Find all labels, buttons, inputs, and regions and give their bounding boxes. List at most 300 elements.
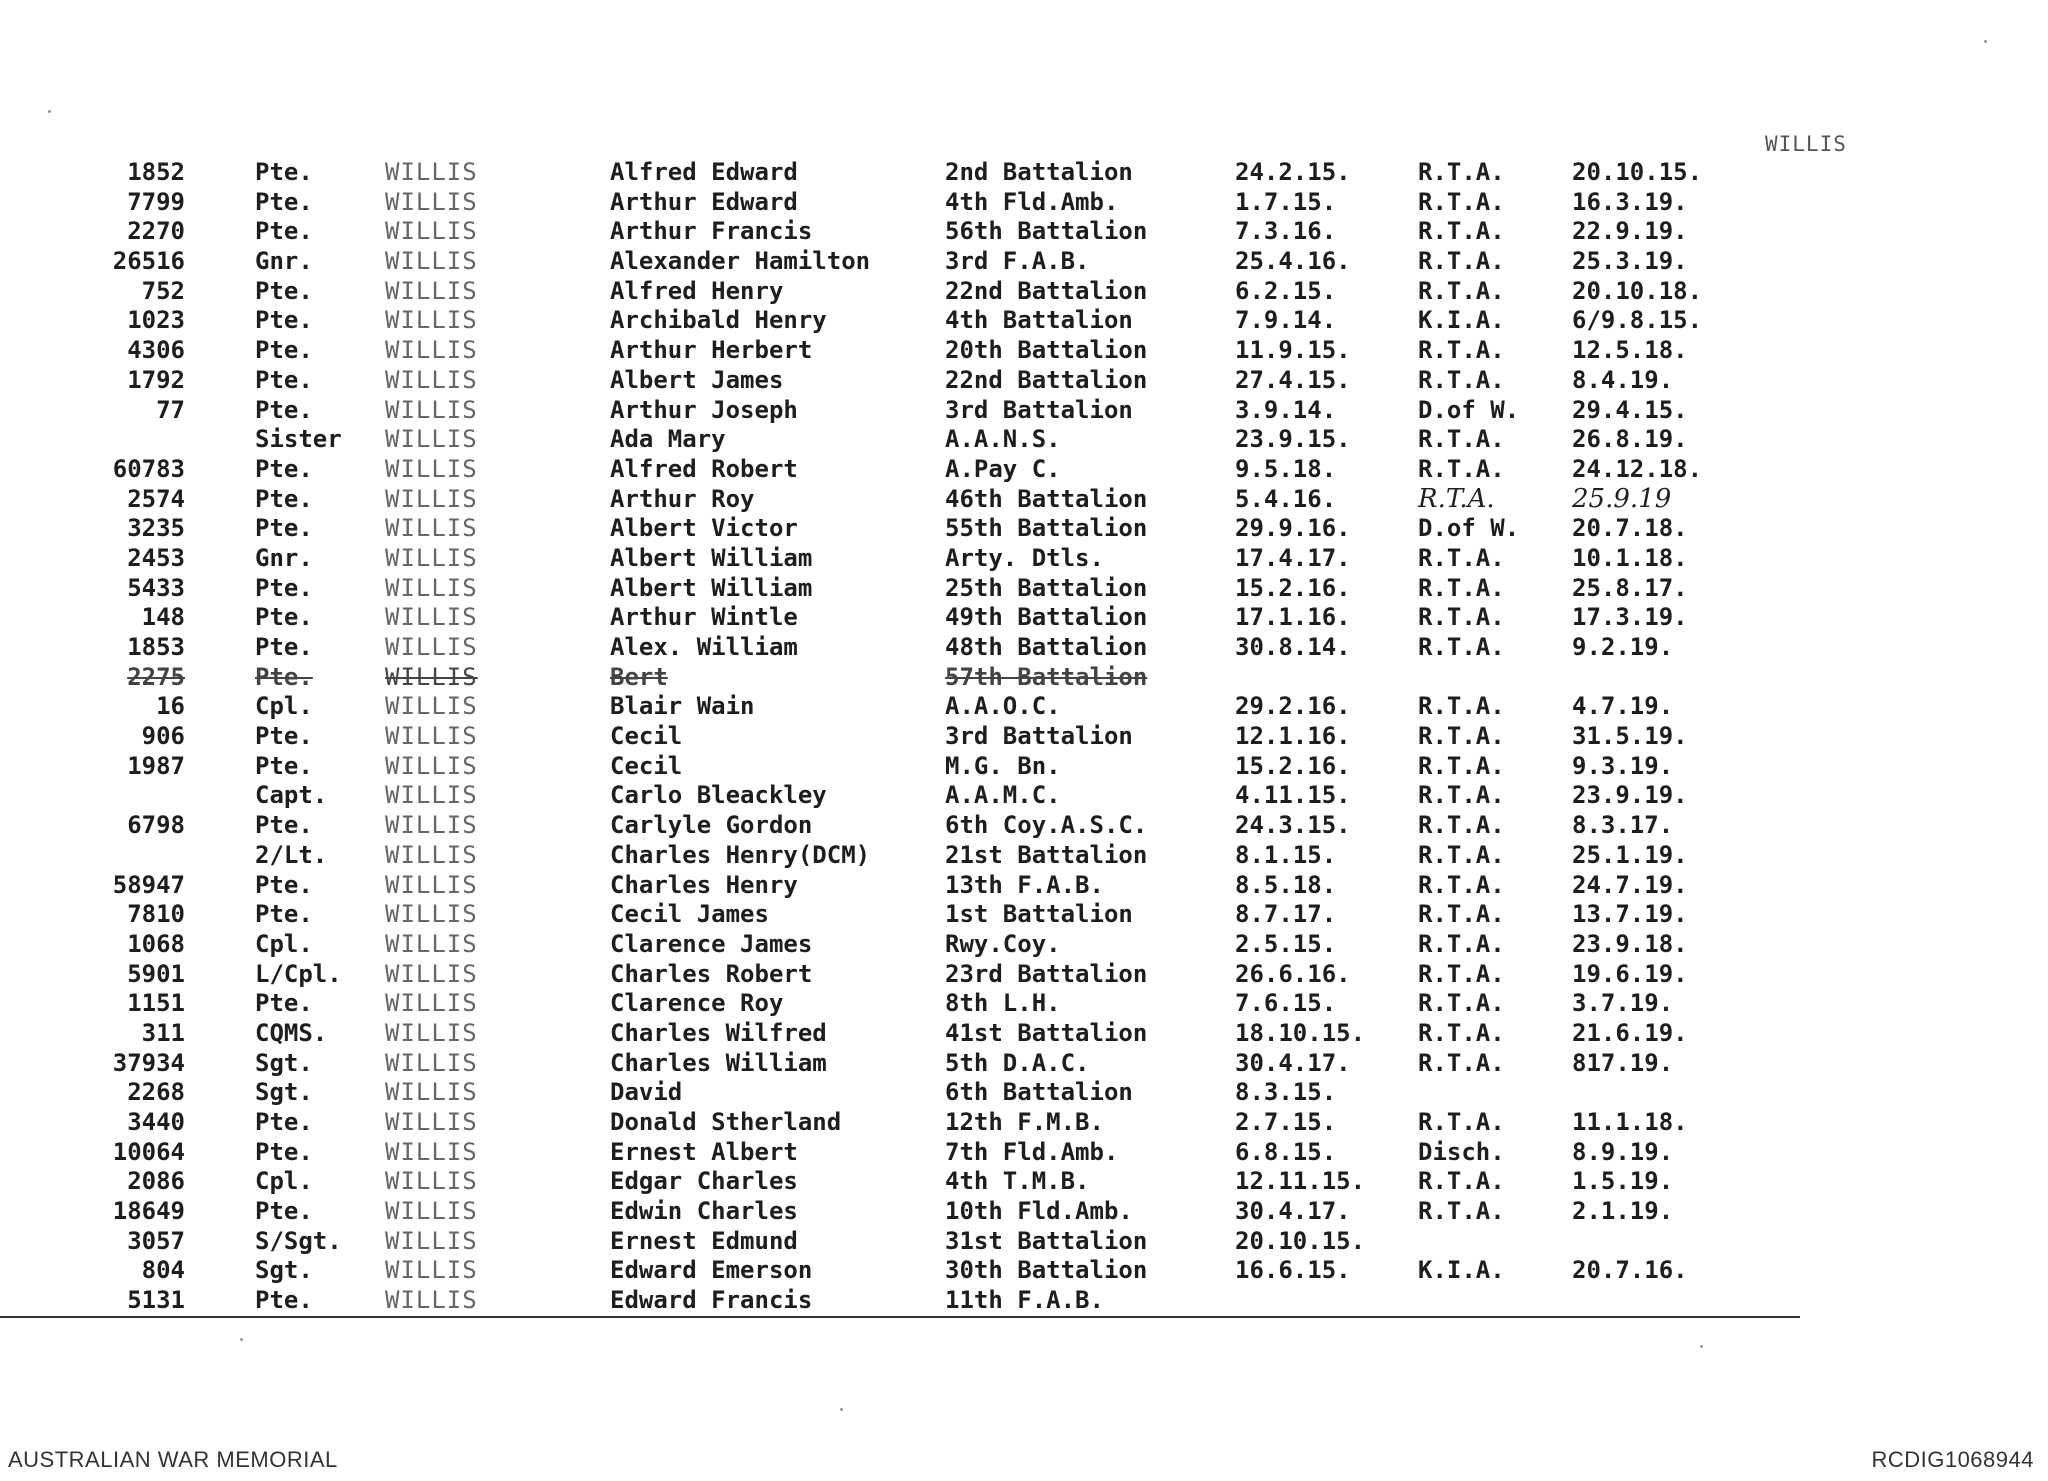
entry-rank: Pte. (255, 633, 313, 661)
roll-entry (0, 158, 1800, 188)
entry-date: 20.10.18. (1572, 276, 1703, 305)
entry-rank: Pte. (255, 811, 313, 840)
entry-num: 18649 (112, 1197, 185, 1226)
entry-given: Arthur Roy (610, 484, 755, 513)
entry-num: 58947 (112, 870, 185, 899)
entry-fate: R.T.A. (1418, 1167, 1505, 1196)
entry-enlisted: 15.2.16. (1235, 751, 1351, 780)
entry-surname: WILLIS (385, 840, 478, 869)
nominal-roll-list (0, 158, 1800, 1318)
entry-num: 6798 (127, 811, 185, 840)
entry-surname: WILLIS (385, 514, 478, 543)
roll-entry (0, 871, 1800, 901)
entry-date: 25.9.19 (1572, 483, 1672, 514)
roll-entry (0, 514, 1800, 544)
entry-date: 21.6.19. (1572, 1018, 1688, 1047)
entry-unit: Arty. Dtls. (945, 543, 1104, 572)
entry-enlisted: 15.2.16. (1235, 573, 1351, 602)
entry-enlisted: 30.4.17. (1235, 1197, 1351, 1226)
entry-num: 2574 (127, 484, 185, 513)
entry-date: 13.7.19. (1572, 900, 1688, 929)
roll-entry (0, 277, 1800, 307)
entry-given: Cecil (610, 751, 683, 780)
entry-enlisted: 11.9.15. (1235, 336, 1351, 365)
entry-rank: 2/Lt. (255, 840, 328, 869)
entry-num: 1987 (127, 751, 185, 780)
entry-rank: Pte. (255, 1137, 313, 1166)
entry-date: 25.1.19. (1572, 840, 1688, 869)
roll-entry (0, 188, 1800, 218)
entry-num: 4306 (127, 336, 185, 365)
entry-unit: 57th Battalion (945, 662, 1148, 691)
entry-fate: R.T.A. (1418, 603, 1505, 632)
entry-given: Albert James (610, 365, 784, 394)
entry-given: Charles Wilfred (610, 1018, 827, 1047)
roll-entry (0, 811, 1800, 841)
entry-fate: R.T.A. (1418, 870, 1505, 899)
footer-record-id: RCDIG1068944 (1871, 1447, 2034, 1472)
entry-unit: 4th Battalion (945, 306, 1133, 335)
roll-entry (0, 455, 1800, 485)
entry-date: 1.5.19. (1572, 1167, 1674, 1196)
entry-given: Alexander Hamilton (610, 247, 871, 276)
entry-given: Edward Emerson (610, 1256, 813, 1285)
entry-num: 1853 (127, 633, 185, 661)
roll-entry (0, 425, 1800, 455)
entry-date: 20.7.18. (1572, 514, 1688, 543)
roll-entry (0, 1256, 1800, 1286)
entry-date: 16.3.19. (1572, 187, 1688, 216)
entry-fate: R.T.A. (1418, 781, 1505, 810)
entry-num: 1068 (127, 929, 185, 958)
entry-given: Arthur Herbert (610, 336, 813, 365)
entry-fate: R.T.A. (1418, 989, 1505, 1018)
roll-entry (0, 396, 1800, 426)
entry-num: 2275 (127, 662, 185, 691)
entry-rank: Pte. (255, 484, 313, 513)
entry-surname: WILLIS (385, 1137, 478, 1166)
entry-rank: Pte. (255, 870, 313, 899)
entry-date: 20.7.16. (1572, 1256, 1688, 1285)
entry-num: 7799 (127, 187, 185, 216)
entry-enlisted: 24.3.15. (1235, 811, 1351, 840)
entry-unit: 13th F.A.B. (945, 870, 1104, 899)
entry-unit: 5th D.A.C. (945, 1048, 1090, 1077)
entry-given: David (610, 1078, 683, 1107)
entry-fate: R.T.A. (1418, 365, 1505, 394)
entry-num: 2268 (127, 1078, 185, 1107)
entry-num: 26516 (112, 247, 185, 276)
entry-date: 9.3.19. (1572, 751, 1674, 780)
entry-rank: Pte. (255, 751, 313, 780)
entry-given: Blair Wain (610, 692, 755, 721)
entry-enlisted: 2.5.15. (1235, 929, 1337, 958)
entry-fate: Disch. (1418, 1137, 1505, 1166)
entry-surname: WILLIS (385, 336, 478, 365)
entry-surname: WILLIS (385, 217, 478, 246)
entry-fate: R.T.A. (1418, 217, 1505, 246)
entry-rank: Pte. (255, 662, 313, 691)
roll-entry (0, 1049, 1800, 1079)
entry-unit: 7th Fld.Amb. (945, 1137, 1119, 1166)
roll-entry (0, 781, 1800, 811)
roll-entry (0, 1078, 1800, 1108)
entry-date: 24.12.18. (1572, 454, 1703, 483)
entry-rank: Pte. (255, 395, 313, 424)
entry-given: Albert William (610, 573, 813, 602)
entry-surname: WILLIS (385, 543, 478, 572)
entry-enlisted: 17.4.17. (1235, 543, 1351, 572)
entry-rank: Pte. (255, 336, 313, 365)
entry-fate: R.T.A. (1418, 633, 1505, 661)
entry-date: 11.1.18. (1572, 1108, 1688, 1136)
entry-given: Charles Robert (610, 959, 813, 988)
entry-unit: 22nd Battalion (945, 365, 1148, 394)
entry-surname: WILLIS (385, 1167, 478, 1196)
roll-entry (0, 930, 1800, 960)
entry-surname: WILLIS (385, 662, 478, 691)
entry-num: 804 (141, 1256, 185, 1285)
entry-given: Arthur Francis (610, 217, 813, 246)
entry-date: 23.9.18. (1572, 929, 1688, 958)
entry-given: Ernest Albert (610, 1137, 798, 1166)
entry-rank: Pte. (255, 276, 313, 305)
entry-fate: R.T.A. (1418, 187, 1505, 216)
entry-surname: WILLIS (385, 989, 478, 1018)
entry-num: 2270 (127, 217, 185, 246)
entry-unit: 10th Fld.Amb. (945, 1197, 1133, 1226)
entry-unit: A.A.O.C. (945, 692, 1061, 721)
entry-enlisted: 27.4.15. (1235, 365, 1351, 394)
entry-given: Charles Henry(DCM) (610, 840, 871, 869)
roll-entry (0, 485, 1800, 515)
entry-surname: WILLIS (385, 959, 478, 988)
entry-num: 1852 (127, 158, 185, 186)
entry-date: 6/9.8.15. (1572, 306, 1703, 335)
entry-num: 1792 (127, 365, 185, 394)
entry-unit: 3rd Battalion (945, 395, 1133, 424)
entry-date: 20.10.15. (1572, 158, 1703, 186)
roll-entry (0, 247, 1800, 277)
roll-entry (0, 633, 1800, 663)
entry-given: Archibald Henry (610, 306, 827, 335)
entry-unit: 3rd Battalion (945, 722, 1133, 751)
entry-unit: 25th Battalion (945, 573, 1148, 602)
entry-num: 77 (156, 395, 185, 424)
roll-entry (0, 1286, 1800, 1318)
entry-given: Alex. William (610, 633, 798, 661)
roll-entry (0, 1167, 1800, 1197)
entry-unit: 31st Battalion (945, 1226, 1148, 1255)
entry-num: 1023 (127, 306, 185, 335)
entry-num: 148 (141, 603, 185, 632)
entry-date: 26.8.19. (1572, 425, 1688, 454)
entry-surname: WILLIS (385, 722, 478, 751)
entry-date: 8.3.17. (1572, 811, 1674, 840)
entry-enlisted: 5.4.16. (1235, 484, 1337, 513)
entry-num: 3440 (127, 1108, 185, 1136)
entry-unit: 22nd Battalion (945, 276, 1148, 305)
entry-enlisted: 17.1.16. (1235, 603, 1351, 632)
roll-entry (0, 1108, 1800, 1138)
entry-date: 12.5.18. (1572, 336, 1688, 365)
roll-entry (0, 722, 1800, 752)
entry-given: Charles Henry (610, 870, 798, 899)
entry-num: 16 (156, 692, 185, 721)
entry-fate: R.T.A. (1418, 454, 1505, 483)
entry-fate: R.T.A. (1418, 1048, 1505, 1077)
entry-unit: 8th L.H. (945, 989, 1061, 1018)
roll-entry (0, 306, 1800, 336)
roll-entry (0, 900, 1800, 930)
entry-rank: Pte. (255, 454, 313, 483)
entry-date: 17.3.19. (1572, 603, 1688, 632)
entry-date: 24.7.19. (1572, 870, 1688, 899)
entry-surname: WILLIS (385, 811, 478, 840)
entry-surname: WILLIS (385, 187, 478, 216)
entry-enlisted: 8.5.18. (1235, 870, 1337, 899)
paper-speck (840, 1408, 843, 1411)
entry-unit: 41st Battalion (945, 1018, 1148, 1047)
entry-enlisted: 3.9.14. (1235, 395, 1337, 424)
page-surname-heading: WILLIS (1765, 132, 1847, 156)
entry-num: 7810 (127, 900, 185, 929)
entry-enlisted: 30.8.14. (1235, 633, 1351, 661)
entry-fate: R.T.A. (1418, 336, 1505, 365)
entry-enlisted: 8.1.15. (1235, 840, 1337, 869)
entry-enlisted: 12.1.16. (1235, 722, 1351, 751)
entry-surname: WILLIS (385, 751, 478, 780)
entry-unit: 12th F.M.B. (945, 1108, 1104, 1136)
entry-num: 311 (141, 1018, 185, 1047)
entry-fate: R.T.A. (1418, 722, 1505, 751)
entry-num: 1151 (127, 989, 185, 1018)
entry-rank: Sgt. (255, 1256, 313, 1285)
entry-date: 2.1.19. (1572, 1197, 1674, 1226)
entry-unit: 46th Battalion (945, 484, 1148, 513)
entry-surname: WILLIS (385, 573, 478, 602)
entry-fate: R.T.A. (1418, 692, 1505, 721)
entry-unit: 49th Battalion (945, 603, 1148, 632)
entry-num: 10064 (112, 1137, 185, 1166)
entry-fate: R.T.A. (1418, 840, 1505, 869)
entry-num: 3057 (127, 1226, 185, 1255)
entry-surname: WILLIS (385, 900, 478, 929)
entry-date: 4.7.19. (1572, 692, 1674, 721)
entry-fate: R.T.A. (1418, 900, 1505, 929)
entry-rank: Gnr. (255, 247, 313, 276)
entry-given: Charles William (610, 1048, 827, 1077)
entry-enlisted: 29.2.16. (1235, 692, 1351, 721)
entry-rank: Pte. (255, 1197, 313, 1226)
roll-entry (0, 960, 1800, 990)
entry-surname: WILLIS (385, 425, 478, 454)
entry-surname: WILLIS (385, 633, 478, 661)
entry-unit: 3rd F.A.B. (945, 247, 1090, 276)
entry-rank: Pte. (255, 187, 313, 216)
entry-rank: Gnr. (255, 543, 313, 572)
entry-given: Edwin Charles (610, 1197, 798, 1226)
entry-rank: Pte. (255, 158, 313, 186)
entry-unit: 2nd Battalion (945, 158, 1133, 186)
entry-fate: R.T.A. (1418, 247, 1505, 276)
entry-rank: L/Cpl. (255, 959, 342, 988)
entry-enlisted: 4.11.15. (1235, 781, 1351, 810)
entry-unit: 6th Battalion (945, 1078, 1133, 1107)
entry-surname: WILLIS (385, 603, 478, 632)
entry-surname: WILLIS (385, 1197, 478, 1226)
entry-unit: 30th Battalion (945, 1256, 1148, 1285)
entry-rank: CQMS. (255, 1018, 328, 1047)
roll-entry (0, 574, 1800, 604)
entry-rank: Cpl. (255, 692, 313, 721)
entry-rank: Pte. (255, 900, 313, 929)
entry-date: 8.9.19. (1572, 1137, 1674, 1166)
entry-enlisted: 6.2.15. (1235, 276, 1337, 305)
entry-unit: 6th Coy.A.S.C. (945, 811, 1148, 840)
entry-surname: WILLIS (385, 484, 478, 513)
entry-unit: 21st Battalion (945, 840, 1148, 869)
entry-given: Ada Mary (610, 425, 726, 454)
entry-surname: WILLIS (385, 1286, 478, 1315)
entry-enlisted: 29.9.16. (1235, 514, 1351, 543)
entry-surname: WILLIS (385, 929, 478, 958)
entry-surname: WILLIS (385, 276, 478, 305)
entry-given: Albert Victor (610, 514, 798, 543)
entry-fate: R.T.A. (1418, 1108, 1505, 1136)
roll-entry (0, 336, 1800, 366)
entry-rank: Pte. (255, 514, 313, 543)
entry-enlisted: 20.10.15. (1235, 1226, 1366, 1255)
entry-date: 31.5.19. (1572, 722, 1688, 751)
paper-speck (1984, 40, 1987, 43)
entry-rank: Capt. (255, 781, 328, 810)
entry-date: 8.4.19. (1572, 365, 1674, 394)
entry-enlisted: 7.6.15. (1235, 989, 1337, 1018)
entry-surname: WILLIS (385, 1108, 478, 1136)
entry-surname: WILLIS (385, 781, 478, 810)
entry-surname: WILLIS (385, 1078, 478, 1107)
entry-enlisted: 26.6.16. (1235, 959, 1351, 988)
entry-fate: R.T.A. (1418, 425, 1505, 454)
entry-surname: WILLIS (385, 1018, 478, 1047)
entry-enlisted: 8.7.17. (1235, 900, 1337, 929)
entry-unit: 11th F.A.B. (945, 1286, 1104, 1315)
entry-given: Alfred Edward (610, 158, 798, 186)
entry-surname: WILLIS (385, 306, 478, 335)
entry-surname: WILLIS (385, 365, 478, 394)
entry-unit: 23rd Battalion (945, 959, 1148, 988)
entry-fate: R.T.A. (1418, 811, 1505, 840)
entry-fate: R.T.A. (1418, 543, 1505, 572)
roll-entry (0, 1197, 1800, 1227)
entry-fate: R.T.A. (1418, 959, 1505, 988)
entry-rank: S/Sgt. (255, 1226, 342, 1255)
entry-given: Donald Stherland (610, 1108, 842, 1136)
entry-rank: Pte. (255, 306, 313, 335)
entry-enlisted: 30.4.17. (1235, 1048, 1351, 1077)
entry-fate: K.I.A. (1418, 306, 1505, 335)
entry-surname: WILLIS (385, 1256, 478, 1285)
entry-enlisted: 7.9.14. (1235, 306, 1337, 335)
paper-speck (48, 110, 51, 113)
entry-given: Carlo Bleackley (610, 781, 827, 810)
paper-speck (1700, 1345, 1703, 1348)
entry-num: 5131 (127, 1286, 185, 1315)
entry-enlisted: 7.3.16. (1235, 217, 1337, 246)
entry-unit: 4th Fld.Amb. (945, 187, 1119, 216)
entry-num: 5433 (127, 573, 185, 602)
entry-date: 10.1.18. (1572, 543, 1688, 572)
entry-given: Alfred Henry (610, 276, 784, 305)
entry-fate: R.T.A. (1418, 573, 1505, 602)
entry-rank: Sgt. (255, 1048, 313, 1077)
entry-num: 5901 (127, 959, 185, 988)
roll-entry (0, 366, 1800, 396)
entry-enlisted: 12.11.15. (1235, 1167, 1366, 1196)
entry-given: Ernest Edmund (610, 1226, 798, 1255)
roll-entry (0, 692, 1800, 722)
entry-unit: 48th Battalion (945, 633, 1148, 661)
roll-entry (0, 217, 1800, 247)
entry-date: 9.2.19. (1572, 633, 1674, 661)
entry-num: 3235 (127, 514, 185, 543)
footer-institution: AUSTRALIAN WAR MEMORIAL (8, 1447, 338, 1472)
entry-fate: R.T.A. (1418, 1197, 1505, 1226)
entry-num: 60783 (112, 454, 185, 483)
entry-surname: WILLIS (385, 692, 478, 721)
entry-surname: WILLIS (385, 454, 478, 483)
entry-rank: Pte. (255, 603, 313, 632)
entry-surname: WILLIS (385, 158, 478, 186)
entry-given: Arthur Joseph (610, 395, 798, 424)
entry-enlisted: 6.8.15. (1235, 1137, 1337, 1166)
entry-rank: Cpl. (255, 929, 313, 958)
entry-surname: WILLIS (385, 1226, 478, 1255)
entry-num: 752 (141, 276, 185, 305)
roll-entry (0, 663, 1800, 693)
entry-unit: 55th Battalion (945, 514, 1148, 543)
entry-fate: R.T.A. (1418, 1018, 1505, 1047)
entry-unit: A.Pay C. (945, 454, 1061, 483)
roll-entry (0, 841, 1800, 871)
entry-date: 817.19. (1572, 1048, 1674, 1077)
entry-unit: Rwy.Coy. (945, 929, 1061, 958)
entry-rank: Pte. (255, 365, 313, 394)
entry-date: 22.9.19. (1572, 217, 1688, 246)
entry-rank: Pte. (255, 1108, 313, 1136)
entry-num: 2453 (127, 543, 185, 572)
entry-surname: WILLIS (385, 1048, 478, 1077)
entry-rank: Pte. (255, 573, 313, 602)
entry-unit: 20th Battalion (945, 336, 1148, 365)
roll-entry (0, 1019, 1800, 1049)
entry-fate: R.T.A. (1418, 276, 1505, 305)
entry-enlisted: 2.7.15. (1235, 1108, 1337, 1136)
entry-given: Arthur Wintle (610, 603, 798, 632)
entry-fate: R.T.A. (1418, 929, 1505, 958)
entry-enlisted: 9.5.18. (1235, 454, 1337, 483)
entry-date: 25.3.19. (1572, 247, 1688, 276)
entry-fate: R.T.A. (1418, 483, 1495, 514)
entry-unit: 1st Battalion (945, 900, 1133, 929)
entry-unit: 56th Battalion (945, 217, 1148, 246)
entry-enlisted: 25.4.16. (1235, 247, 1351, 276)
entry-surname: WILLIS (385, 870, 478, 899)
entry-date: 25.8.17. (1572, 573, 1688, 602)
entry-fate: D.of W. (1418, 514, 1520, 543)
entry-given: Alfred Robert (610, 454, 798, 483)
